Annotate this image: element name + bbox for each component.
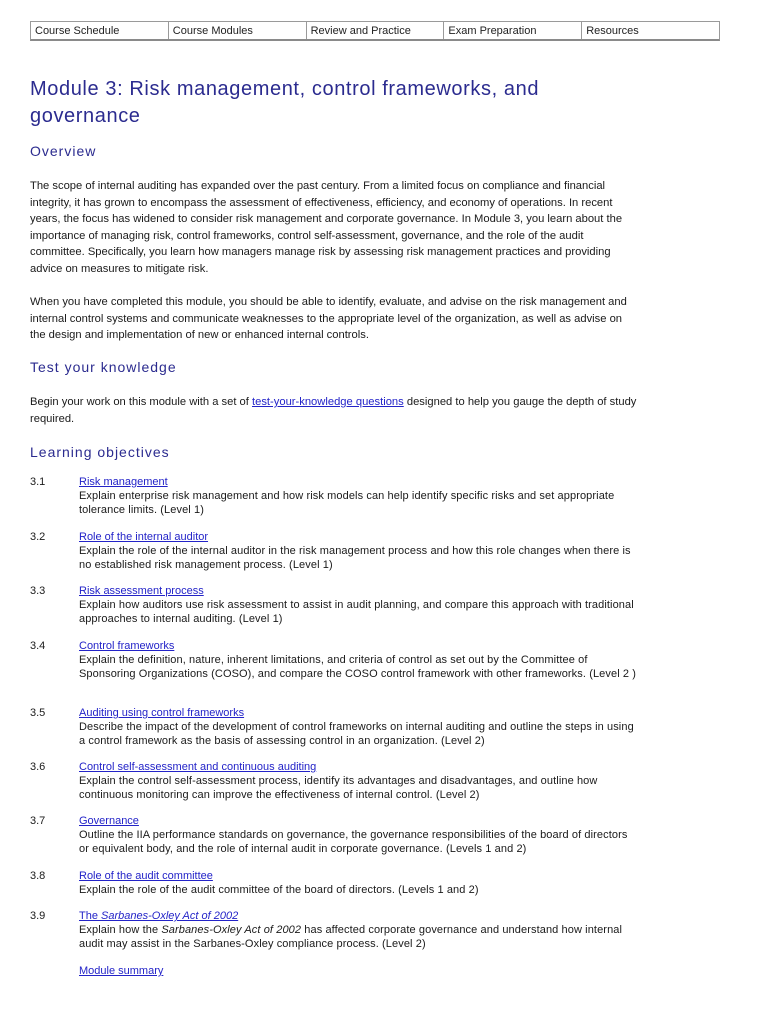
objective-link-sarbanes-oxley[interactable] (79, 909, 639, 923)
desc-prefix: Explain how the (79, 924, 162, 936)
objective-link[interactable]: Role of the internal auditor (79, 531, 209, 543)
objective-number: 3.1 (30, 476, 46, 488)
objective-number: 3.6 (30, 761, 46, 773)
objective-description: Explain enterprise risk management and how risk models can help identify specific risks and set appropriate tolerance limits. (Level 1) (79, 490, 615, 516)
overview-paragraph-1: The scope of internal auditing has expanded over the past century. From a limited focus on compliance and financial integrity, it has grown to encompass the assessment of effectiveness, efficiency, and economy of operations. In recent years, the focus has widened to consider risk management and corporate governance. In Module 3, you learn about the importance of managing risk, control frameworks, control self-assessment, governance, and the role of the audit committee. Specifically, you learn how managers manage risk by assessing risk management practices and providing advice on measures to mitigate risk. (30, 180, 623, 275)
objective-number: 3.8 (30, 870, 46, 882)
module-summary-link[interactable]: Module summary (79, 965, 164, 977)
objective-number: 3.4 (30, 640, 46, 652)
page-title: Module 3: Risk management, control frameworks, and governance (30, 78, 540, 127)
test-knowledge-heading: Test your knowledge (30, 359, 177, 375)
desc-suffix: has affected corporate governance and understand how internal audit may assist in the Sarbanes-Oxley compliance process. (Level 2) (79, 924, 623, 950)
test-knowledge-text-before: Begin your work on this module with a set of (30, 396, 252, 408)
objective-description: Explain the definition, nature, inherent limitations, and criteria of control as set out by the Committee of Sponsoring Organizations (COSO), and compare the COSO control framework with other frameworks. (Level 2 ) (79, 654, 637, 680)
objective-description: Explain the role of the audit committee of the board of directors. (Levels 1 and 2) (79, 884, 479, 896)
overview-heading: Overview (30, 143, 97, 159)
objective-link[interactable]: Control self-assessment and continuous auditing (79, 761, 317, 773)
objective-number: 3.2 (30, 531, 46, 543)
objective-link-prefix: The (79, 910, 102, 922)
tab-review-and-practice[interactable]: Review and Practice (307, 22, 445, 39)
objective-link[interactable]: Risk management (79, 476, 168, 488)
course-nav-bar (30, 21, 720, 41)
objective-description: Explain the role of the internal auditor in the risk management process and how this role changes when there is no established risk management process. (Level 1) (79, 545, 631, 571)
test-knowledge-paragraph (30, 394, 640, 427)
objective-link[interactable]: Auditing using control frameworks (79, 707, 245, 719)
objective-link[interactable]: Control frameworks (79, 640, 175, 652)
objective-description (79, 923, 639, 951)
objective-number: 3.3 (30, 585, 46, 597)
test-knowledge-text-after: designed to help you gauge the depth of study required. (30, 396, 637, 425)
objective-description: Outline the IIA performance standards on governance, the governance responsibilities of the board of directors or equivalent body, and the role of internal audit in corporate governance. (Levels 1 and 2) (79, 829, 628, 855)
objective-link[interactable]: Governance (79, 815, 139, 827)
overview-paragraph-2: When you have completed this module, you should be able to identify, evaluate, and advise on the risk management and internal control systems and communicate weaknesses to the appropriate level of the organization, as well as advise on the design and implementation of new or enhanced internal controls. (30, 296, 627, 342)
test-knowledge-link[interactable]: test-your-knowledge questions (252, 396, 404, 408)
learning-objectives-heading: Learning objectives (30, 444, 170, 460)
objective-number: 3.5 (30, 707, 46, 719)
objective-number: 3.9 (30, 910, 46, 922)
objective-link[interactable]: Risk assessment process (79, 585, 204, 597)
objective-description: Describe the impact of the development of control frameworks on internal auditing and outline the steps in using a control framework as the basis of assessing control in an organization. (Level 2) (79, 721, 634, 747)
tab-course-schedule[interactable]: Course Schedule (31, 22, 169, 39)
objective-link[interactable]: Role of the audit committee (79, 870, 213, 882)
objective-description: Explain the control self-assessment process, identify its advantages and disadvantages, and outline how continuous monitoring can improve the effectiveness of internal control. (Level 2) (79, 775, 598, 801)
objective-link-italic: Sarbanes-Oxley Act of 2002 (101, 910, 239, 922)
tab-course-modules[interactable]: Course Modules (169, 22, 307, 39)
tab-exam-preparation[interactable]: Exam Preparation (444, 22, 582, 39)
objective-number: 3.7 (30, 815, 46, 827)
objective-description: Explain how auditors use risk assessment to assist in audit planning, and compare this approach with traditional approaches to internal auditing. (Level 1) (79, 599, 634, 625)
tab-resources[interactable]: Resources (586, 25, 639, 37)
desc-italic: Sarbanes-Oxley Act of 2002 (161, 924, 302, 936)
